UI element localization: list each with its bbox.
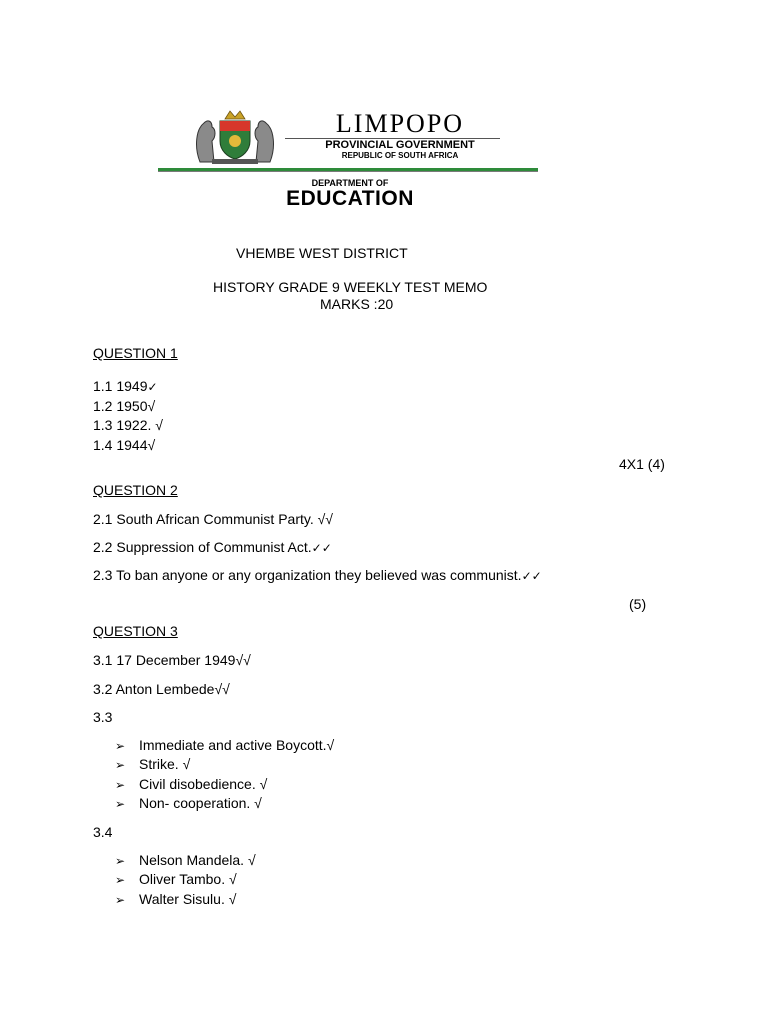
list-item: ➢ Nelson Mandela. √: [115, 851, 256, 870]
province-name: LIMPOPO: [335, 109, 465, 138]
district-name: VHEMBE WEST DISTRICT: [236, 245, 408, 261]
question-1-heading: QUESTION 1: [93, 345, 178, 361]
document-title: HISTORY GRADE 9 WEEKLY TEST MEMO: [213, 279, 488, 295]
letterhead-green-divider: [158, 168, 538, 172]
marks-total: MARKS :20: [320, 296, 394, 312]
department-name: EDUCATION: [286, 187, 414, 210]
check-mark-icon: √√: [235, 652, 251, 668]
check-mark-icon: ✓✓: [311, 541, 332, 555]
answer-1-3: [93, 417, 163, 433]
answer-3-1: [93, 652, 251, 668]
government-name: PROVINCIAL GOVERNMENT: [325, 139, 475, 151]
answer-text: 1.2 1950: [93, 398, 148, 414]
republic-name: REPUBLIC OF SOUTH AFRICA: [341, 151, 459, 160]
question-3-heading: QUESTION 3: [93, 623, 178, 639]
arrow-bullet-icon: ➢: [115, 758, 126, 773]
answer-text: 2.1 South African Communist Party.: [93, 511, 318, 527]
answer-1-4: [93, 437, 155, 453]
arrow-bullet-icon: ➢: [115, 777, 126, 792]
question-3-3-list: [115, 736, 334, 813]
list-item: ➢ Immediate and active Boycott.√: [115, 736, 334, 755]
question-2-total: (5): [629, 596, 647, 612]
question-1-total: 4X1 (4): [619, 456, 665, 472]
question-2-heading: QUESTION 2: [93, 482, 178, 498]
list-item: ➢ Walter Sisulu. √: [115, 890, 256, 909]
answer-2-3: [93, 567, 542, 583]
answer-text: 1.4 1944: [93, 437, 148, 453]
department-of-label: DEPARTMENT OF: [311, 178, 389, 188]
question-3-4-list: [115, 851, 256, 909]
coat-of-arms-logo: [190, 107, 280, 167]
answer-1-1: [93, 378, 158, 394]
arrow-bullet-icon: ➢: [115, 892, 126, 907]
question-3-3-label: 3.3: [93, 709, 113, 725]
answer-2-1: [93, 511, 333, 527]
check-mark-icon: √√: [214, 681, 230, 697]
check-mark-icon: √: [147, 398, 156, 414]
list-item: ➢ Civil disobedience. √: [115, 775, 334, 794]
list-item: ➢ Strike. √: [115, 755, 334, 774]
answer-2-2: [93, 539, 332, 555]
question-3-4-label: 3.4: [93, 824, 113, 840]
arrow-bullet-icon: ➢: [115, 873, 126, 888]
answer-text: 3.2 Anton Lembede: [93, 681, 215, 697]
answer-text: 3.1 17 December 1949: [93, 652, 236, 668]
arrow-bullet-icon: ➢: [115, 739, 126, 753]
letterhead: [122, 92, 598, 222]
check-mark-icon: ✓: [147, 380, 158, 394]
answer-text: 2.2 Suppression of Communist Act.: [93, 539, 312, 555]
answer-text: 1.1 1949: [93, 378, 148, 394]
answer-text: 1.3 1922.: [93, 417, 156, 433]
check-mark-icon: √√: [317, 511, 333, 527]
arrow-bullet-icon: ➢: [115, 854, 126, 868]
check-mark-icon: √: [155, 417, 163, 433]
answer-text: 2.3 To ban anyone or any organization they believed was communist.: [93, 567, 522, 583]
answer-3-2: [93, 681, 230, 697]
arrow-bullet-icon: ➢: [115, 796, 126, 811]
list-item: ➢ Non- cooperation. √: [115, 794, 334, 813]
check-mark-icon: √: [147, 437, 156, 453]
check-mark-icon: ✓✓: [521, 569, 542, 583]
answer-1-2: [93, 398, 155, 414]
list-item: ➢ Oliver Tambo. √: [115, 870, 256, 889]
